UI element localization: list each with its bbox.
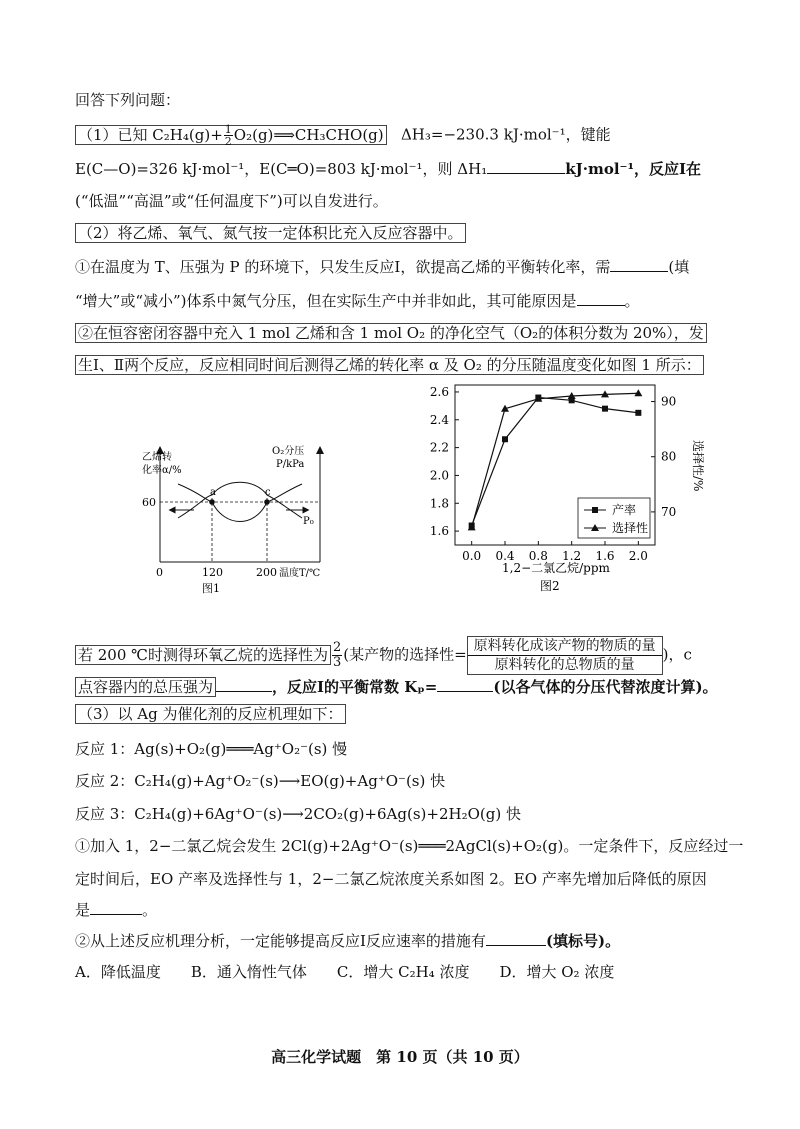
x-tick-label: 0.4 — [495, 549, 515, 563]
q2-p2-line1: ②在恒容密闭容器中充入 1 mol 乙烯和含 1 mol O₂ 的净化空气（O₂的体积分数为 20%），发 — [75, 323, 707, 343]
q2-head: （2）将乙烯、氧气、氮气按一定体积比充入反应容器中。 — [75, 223, 466, 243]
reaction-3: 反应 3：C₂H₄(g)+6Ag⁺O⁻(s)⟶2CO₂(g)+6Ag(s)+2H₂O(g) 快 — [75, 805, 521, 823]
q1-line2: E(C—O)=326 kJ·mol⁻¹，E(C═O)=803 kJ·mol⁻¹，则 ΔH₁ kJ·mol⁻¹，反应Ⅰ在 — [75, 160, 702, 178]
fig1-caption: 图1 — [202, 582, 220, 595]
half-fraction: $\frac{1}{2}$ — [224, 123, 232, 148]
fig2-caption: 图2 — [540, 579, 560, 593]
fig1-left-label-2: 化率α/% — [142, 465, 182, 476]
left-tick-label: 2.6 — [429, 384, 449, 399]
point-c-label: c — [265, 487, 271, 498]
point-a-label: a — [210, 487, 216, 498]
point-a — [209, 499, 215, 505]
x-tick-label: 0.0 — [462, 549, 482, 563]
two-thirds-fraction: $\frac{2}{3}$ — [332, 640, 342, 670]
right-tick-label: 70 — [661, 504, 677, 519]
fig2-right-ylabel: 选择性/% — [691, 440, 705, 492]
x-tick-label: 1.6 — [595, 549, 615, 563]
q3-s1-line2: 定时间后，EO 产率及选择性与 1，2−二氯乙烷浓度关系如图 2。EO 产率先增加后降低的原因 — [75, 870, 707, 888]
q3-s1-line1: ①加入 1，2−二氯乙烷会发生 2Cl(g)+2Ag⁺O⁻(s)═══2AgCl(s)+O₂(g)。一定条件下，反应经过一 — [75, 837, 744, 855]
q2-p1-line1: ①在温度为 T、压强为 P 的环境下，只发生反应Ⅰ，欲提高乙烯的平衡转化率，需 (填 — [75, 258, 690, 276]
left-tick-label: 1.8 — [429, 496, 449, 511]
q1-reaction: （1）已知 C₂H₄(g)+ $\frac{1}{2}$ O₂(g)⟹CH₃CHO(g) — [75, 125, 387, 145]
q1-dh3: ΔH₃=−230.3 kJ·mol⁻¹，键能 — [400, 125, 611, 144]
x-tick-label: 0.8 — [528, 549, 548, 563]
fig1-x-tick-200: 200 — [256, 566, 277, 579]
left-tick-label: 1.6 — [429, 524, 449, 539]
answer-blank-pressure[interactable] — [216, 676, 272, 692]
right-tick-label: 90 — [661, 394, 677, 409]
pressure-line: 点容器内的总压强为 ，反应Ⅰ的平衡常数 Kₚ= (以各气体的分压代替浓度计算)。 — [75, 676, 718, 697]
q1-line3: (“低温”“高温”或“任何温度下”)可以自发进行。 — [75, 192, 388, 210]
fig1-right-label-1: O₂分压 — [272, 446, 305, 457]
q2-p2-line2: 生Ⅰ、Ⅱ两个反应，反应相同时间后测得乙烯的转化率 α 及 O₂ 的分压随温度变化如图 1 所示： — [75, 355, 704, 375]
reaction-1: 反应 1：Ag(s)+O₂(g)═══Ag⁺O₂⁻(s) 慢 — [75, 740, 348, 758]
q1-line1 — [75, 124, 611, 147]
fig1-y-tick-60: 60 — [142, 496, 156, 509]
fig1-left-label-1: 乙烯转 — [142, 452, 172, 463]
x-tick-label: 1.2 — [562, 549, 582, 563]
yield-point — [502, 436, 508, 442]
yield-point — [602, 406, 608, 412]
answer-blank-option[interactable] — [486, 930, 546, 946]
point-c — [264, 499, 270, 505]
reaction-2: 反应 2：C₂H₄(g)+Ag⁺O₂⁻(s)⟶EO(g)+Ag⁺O⁻(s) 快 — [75, 772, 446, 790]
fig1-p0-label: P₀ — [303, 516, 314, 527]
selectivity-line: 若 200 ℃时测得环氧乙烷的选择性为 $\frac{2}{3}$ (某产物的选择性= 原料转化成该产物的物质的量 原料转化的总物质的量 )，c — [75, 636, 692, 675]
fig1-x-label: 温度T/℃ — [279, 568, 321, 579]
figure-2-svg — [410, 380, 710, 595]
figure-2 — [410, 380, 710, 599]
yield-point — [635, 410, 641, 416]
legend-selectivity: 选择性 — [612, 521, 649, 535]
q2-p1-line2: “增大”或“减小”)体系中氮气分压，但在实际生产中并非如此，其可能原因是 。 — [75, 292, 640, 310]
answer-blank-eo-reason[interactable] — [90, 899, 142, 915]
answer-blank-kp[interactable] — [437, 676, 493, 692]
q3-head: （3）以 Ag 为催化剂的反应机理如下： — [75, 704, 346, 724]
left-tick-label: 2.2 — [429, 440, 449, 455]
q3-options: A．降低温度 B．通入惰性气体 C．增大 C₂H₄ 浓度 D．增大 O₂ 浓度 — [75, 963, 615, 981]
fig2-xlabel: 1,2−二氯乙烷/ppm — [502, 561, 610, 575]
figure-1-svg — [140, 440, 340, 610]
q3-s1-line3: 是 。 — [75, 901, 158, 919]
x-tick-label: 2.0 — [628, 549, 648, 563]
q3-s2: ②从上述反应机理分析，一定能够提高反应Ⅰ反应速率的措施有 (填标号)。 — [75, 932, 621, 950]
right-tick-label: 80 — [661, 449, 677, 464]
answer-blank-dh1[interactable] — [487, 158, 565, 174]
answer-blank-reason[interactable] — [577, 290, 625, 306]
left-tick-label: 2.0 — [429, 468, 449, 483]
left-tick-label: 2.4 — [429, 412, 449, 427]
legend-square-marker — [592, 507, 598, 513]
fig1-right-label-2: P/kPa — [276, 459, 305, 470]
answer-blank-n2[interactable] — [610, 256, 668, 272]
figure-1 — [140, 440, 340, 614]
legend-yield: 产率 — [612, 503, 637, 517]
intro-text: 回答下列问题： — [75, 91, 181, 109]
fig1-x-tick-120: 120 — [202, 566, 223, 579]
page-footer: 高三化学试题 第 10 页（共 10 页） — [271, 1048, 529, 1066]
selectivity-definition-fraction: 原料转化成该产物的物质的量 原料转化的总物质的量 — [467, 636, 663, 675]
fig1-x-tick-0: 0 — [156, 566, 163, 579]
